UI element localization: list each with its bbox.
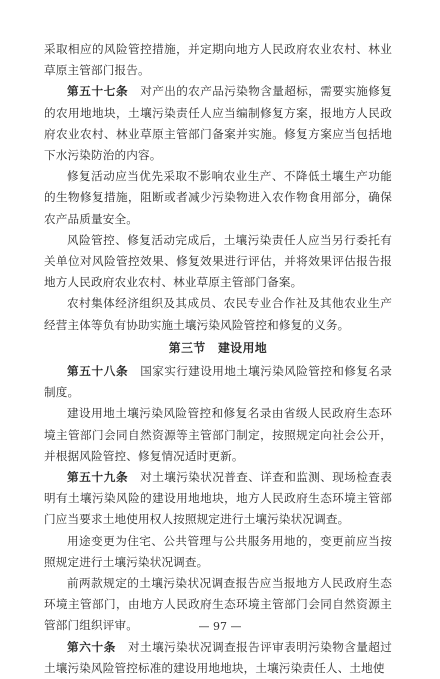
- article-59-label: 第五十九条: [67, 470, 129, 485]
- paragraph-effect-evaluation: 风险管控、修复活动完成后，土壤污染责任人应当另行委托有关单位对风险管控效果、修复效果进行评估，并将效果评估报告报地方人民政府农业农村、林业草原主管部门备案。: [44, 232, 392, 290]
- article-60-text: 对土壤污染状况调查报告评审表明污染物含量超过土壤污染风险管控标准的建设用地地块，土壤污染责任人、土地使: [44, 639, 392, 675]
- page-number: — 97 —: [198, 620, 242, 633]
- article-59-text: 对土壤污染状况普查、详查和监测、现场检查表明有土壤污染风险的建设用地地块，地方人民政府生态环境主管部门应当要求土地使用权人按照规定进行土壤污染状况调查。: [44, 470, 392, 527]
- document-body: [44, 39, 392, 679]
- paragraph-directory: 建设用地土壤污染风险管控和修复名录由省级人民政府生态环境主管部门会同自然资源等主管部门制定，按照规定向社会公开，并根据风险管控、修复情况适时更新。: [44, 406, 392, 463]
- paragraph-biological-remediation: 修复活动应当优先采取不影响农业生产、不降低土壤生产功能的生物修复措施，阻断或者减少污染物进入农作物食用部分，确保农产品质量安全。: [44, 169, 392, 226]
- paragraph-collective-obligation: 农村集体经济组织及其成员、农民专业合作社及其他农业生产经营主体等负有协助实施土壤污染风险管控和修复的义务。: [44, 296, 392, 332]
- article-58-label: 第五十八条: [67, 364, 129, 379]
- article-57: [44, 81, 392, 166]
- article-59: [44, 467, 392, 531]
- article-57-label: 第五十七条: [67, 84, 129, 99]
- article-58-text: 国家实行建设用地土壤污染风险管控和修复名录制度。: [44, 364, 392, 400]
- paragraph-use-change: 用途变更为住宅、公共管理与公共服务用地的，变更前应当按照规定进行土壤污染状况调查。: [44, 533, 392, 569]
- article-60: [44, 637, 392, 679]
- section-heading: 第三节 建设用地: [168, 340, 268, 355]
- paragraph-continued: 采取相应的风险管控措施，并定期向地方人民政府农业农村、林业草原主管部门报告。: [44, 42, 392, 78]
- article-57-text: 对产出的农产品污染物含量超标，需要实施修复的农用地地块，土壤污染责任人应当编制修复方案，报地方人民政府农业农村、林业草原主管部门备案并实施。修复方案应当包括地下水污染防治的内容。: [44, 84, 392, 163]
- paragraph-report-review: 前两款规定的土壤污染状况调查报告应当报地方人民政府生态环境主管部门，由地方人民政府生态环境主管部门会同自然资源主管部门组织评审。: [44, 576, 392, 633]
- article-58: [44, 361, 392, 403]
- article-60-label: 第六十条: [67, 639, 117, 654]
